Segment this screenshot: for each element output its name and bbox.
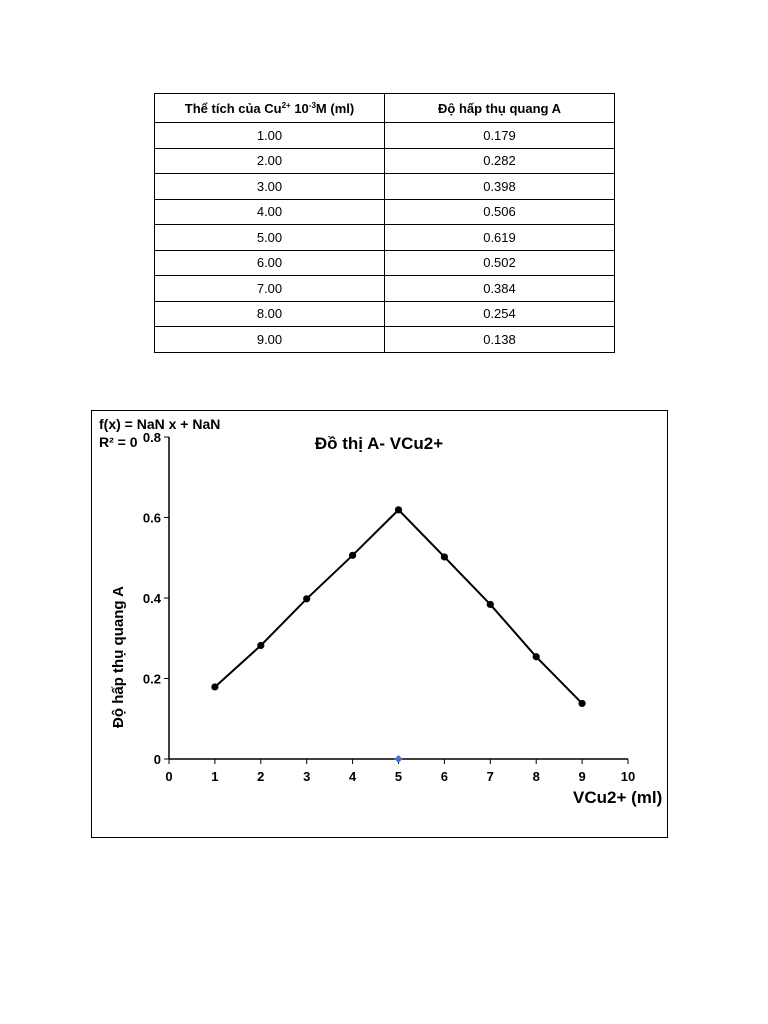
x-tick-label: 2 — [257, 769, 265, 784]
cell-volume: 8.00 — [155, 301, 385, 327]
x-tick-label: 9 — [578, 769, 586, 784]
cell-volume: 7.00 — [155, 276, 385, 302]
table-row — [155, 327, 615, 353]
data-point — [211, 683, 218, 690]
data-point — [303, 595, 310, 602]
data-point — [579, 700, 586, 707]
header-absorbance: Độ hấp thụ quang A — [385, 94, 615, 123]
table-row — [155, 148, 615, 174]
x-tick-label: 5 — [394, 769, 403, 784]
table-row — [155, 199, 615, 225]
cell-volume: 2.00 — [155, 148, 385, 174]
cell-absorbance: 0.179 — [385, 123, 615, 149]
cell-absorbance: 0.384 — [385, 276, 615, 302]
data-point — [349, 552, 356, 559]
x-tick-label: 8 — [532, 769, 540, 784]
cell-volume: 3.00 — [155, 174, 385, 200]
data-point — [487, 601, 494, 608]
y-tick-label: 0.8 — [142, 430, 161, 445]
cell-absorbance: 0.282 — [385, 148, 615, 174]
cell-volume: 1.00 — [155, 123, 385, 149]
cell-absorbance: 0.398 — [385, 174, 615, 200]
data-point — [395, 506, 402, 513]
x-tick-label: 3 — [303, 769, 311, 784]
secondary-data-point — [395, 755, 403, 763]
table-row — [155, 301, 615, 327]
y-tick-label: 0.6 — [142, 510, 161, 526]
x-tick-label: 4 — [348, 769, 357, 784]
table-row — [155, 174, 615, 200]
cell-volume: 9.00 — [155, 327, 385, 353]
x-tick-label: 0 — [165, 769, 173, 784]
cell-absorbance: 0.502 — [385, 250, 615, 276]
x-axis-title: VCu2+ (ml) — [573, 788, 663, 807]
header-volume: Thể tích của $Cu^{2+}$ $10^{-3}M$ (ml) — [155, 94, 385, 123]
y-tick-label: 0 — [153, 752, 161, 767]
table-header-row — [155, 94, 615, 123]
cell-volume: 5.00 — [155, 225, 385, 251]
y-tick-label: 0.4 — [142, 591, 161, 606]
trendline-equation: f(x) = NaN x + NaN — [99, 416, 221, 432]
table-row — [155, 250, 615, 276]
cell-absorbance: 0.619 — [385, 225, 615, 251]
y-tick-label: 0.2 — [142, 671, 161, 687]
cell-volume: 4.00 — [155, 199, 385, 225]
trendline-r2: R² = 0 — [99, 434, 138, 450]
cell-absorbance: 0.138 — [385, 327, 615, 353]
table-row — [155, 276, 615, 302]
cell-volume: 6.00 — [155, 250, 385, 276]
cell-absorbance: 0.506 — [385, 199, 615, 225]
chart-frame — [91, 410, 668, 838]
table-row — [155, 123, 615, 149]
y-axis-title: Độ hấp thụ quang A — [110, 586, 127, 728]
data-table — [154, 93, 615, 353]
x-tick-label: 6 — [440, 769, 449, 784]
table-row — [155, 225, 615, 251]
x-tick-label: 1 — [211, 769, 219, 784]
data-point — [441, 553, 448, 560]
data-point — [533, 653, 540, 660]
series-line — [215, 510, 582, 704]
chart-title: Đồ thị A- VCu2+ — [314, 434, 444, 453]
x-tick-label: 10 — [620, 769, 636, 784]
x-tick-label: 7 — [486, 769, 494, 784]
cell-absorbance: 0.254 — [385, 301, 615, 327]
absorbance-chart — [92, 411, 667, 837]
data-point — [257, 642, 264, 649]
